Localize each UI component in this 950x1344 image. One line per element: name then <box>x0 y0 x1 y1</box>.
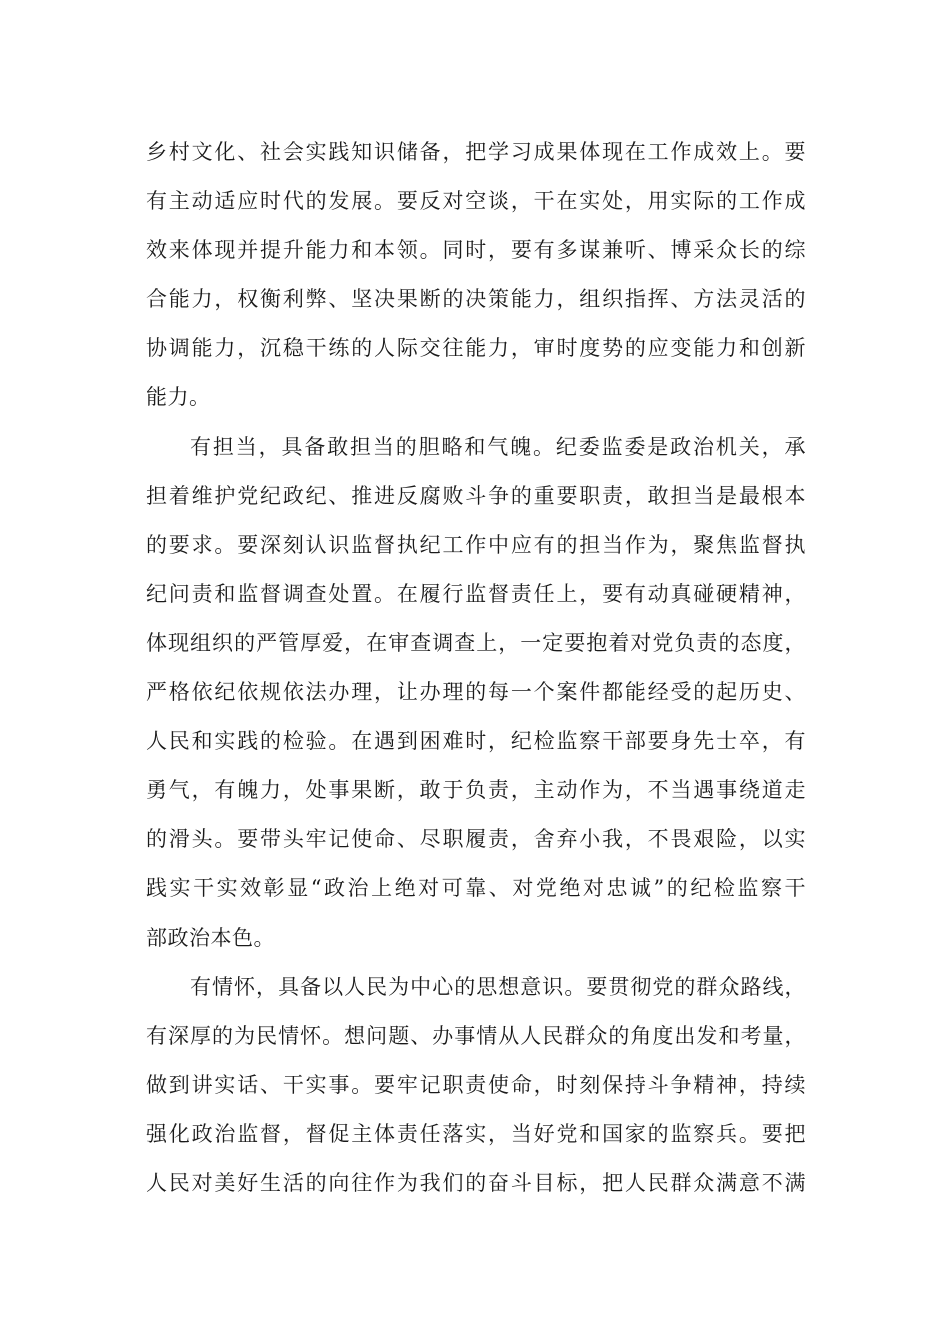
text-line: 做到讲实话、干实事。要牢记职责使命，时刻保持斗争精神，持续 <box>146 1072 806 1097</box>
paragraph <box>146 427 806 967</box>
text-line: 人民对美好生活的向往作为我们的奋斗目标，把人民群众满意不满 <box>146 1170 806 1195</box>
text-line: 有深厚的为民情怀。想问题、办事情从人民群众的角度出发和考量， <box>146 1023 806 1048</box>
text-line: 的要求。要深刻认识监督执纪工作中应有的担当作为，聚焦监督执 <box>146 532 806 557</box>
text-line: 合能力，权衡利弊、坚决果断的决策能力，组织指挥、方法灵活的 <box>146 287 806 312</box>
text-line: 协调能力，沉稳干练的人际交往能力，审时度势的应变能力和创新 <box>146 336 806 361</box>
text-line: 勇气，有魄力，处事果断，敢于负责，主动作为，不当遇事绕道走 <box>146 778 806 803</box>
paragraph <box>146 967 806 1212</box>
body-text <box>146 132 806 1212</box>
text-line: 人民和实践的检验。在遇到困难时，纪检监察干部要身先士卒，有 <box>146 729 806 754</box>
text-line: 强化政治监督，督促主体责任落实，当好党和国家的监察兵。要把 <box>146 1121 806 1146</box>
text-line: 的滑头。要带头牢记使命、尽职履责，舍弃小我，不畏艰险，以实 <box>146 827 806 852</box>
paragraph <box>146 132 806 427</box>
text-line: 担着维护党纪政纪、推进反腐败斗争的重要职责，敢担当是最根本 <box>146 483 806 508</box>
text-line: 效来体现并提升能力和本领。同时，要有多谋兼听、博采众长的综 <box>146 238 806 263</box>
text-line: 践实干实效彰显“政治上绝对可靠、对党绝对忠诚”的纪检监察干 <box>146 876 806 901</box>
text-line: 纪问责和监督调查处置。在履行监督责任上，要有动真碰硬精神， <box>146 581 806 606</box>
text-line: 严格依纪依规依法办理，让办理的每一个案件都能经受的起历史、 <box>146 680 806 705</box>
text-line: 有情怀，具备以人民为中心的思想意识。要贯彻党的群众路线， <box>190 974 806 999</box>
text-line: 部政治本色。 <box>146 925 275 950</box>
text-line: 有担当，具备敢担当的胆略和气魄。纪委监委是政治机关，承 <box>190 434 806 459</box>
text-line: 乡村文化、社会实践知识储备，把学习成果体现在工作成效上。要 <box>146 140 806 164</box>
text-line: 能力。 <box>146 385 211 410</box>
text-line: 有主动适应时代的发展。要反对空谈，干在实处，用实际的工作成 <box>146 189 806 214</box>
text-line: 体现组织的严管厚爱，在审查调查上，一定要抱着对党负责的态度， <box>146 630 806 655</box>
